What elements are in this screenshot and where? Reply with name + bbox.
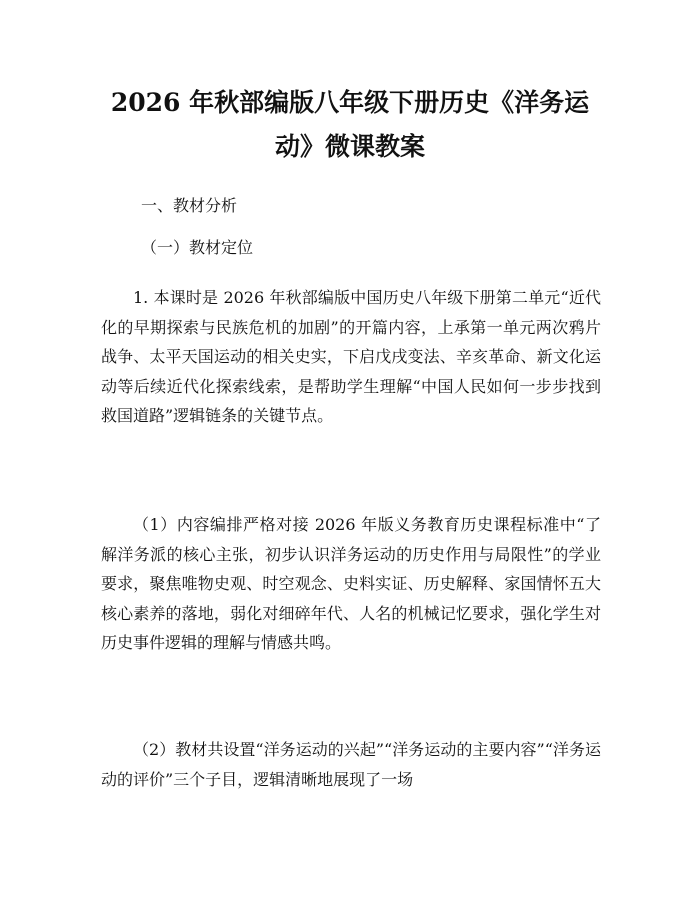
paragraph-1: 1. 本课时是 2026 年秋部编版中国历史八年级下册第二单元“近代化的早期探索与民族危机的加剧”的开篇内容，上承第一单元两次鸦片战争、太平天国运动的相关史实，下启戊戌变法、辛亥革命、新文化运动等后续近代化探索线索，是帮助学生理解“中国人民如何一步步找到救国道路”逻辑链条的关键节点。: [101, 288, 601, 426]
section-heading: 一、教材分析: [141, 196, 238, 215]
document-title-line-2: 动》微课教案: [274, 132, 425, 161]
document-title-line-1: 2026 年秋部编版八年级下册历史《洋务运: [110, 88, 590, 117]
paragraph-2: （1）内容编排严格对接 2026 年版义务教育历史课程标准中“了解洋务派的核心主张，初步认识洋务运动的历史作用与局限性”的学业要求，聚焦唯物史观、时空观念、史料实证、历史解释、家国情怀五大核心素养的落地，弱化对细碎年代、人名的机械记忆要求，强化学生对历史事件逻辑的理解与情感共鸣。: [101, 515, 601, 653]
paragraph-3: （2）教材共设置“洋务运动的兴起”“洋务运动的主要内容”“洋务运动的评价”三个子目，逻辑清晰地展现了一场: [101, 740, 601, 789]
subsection-heading: （一）教材定位: [141, 238, 254, 257]
